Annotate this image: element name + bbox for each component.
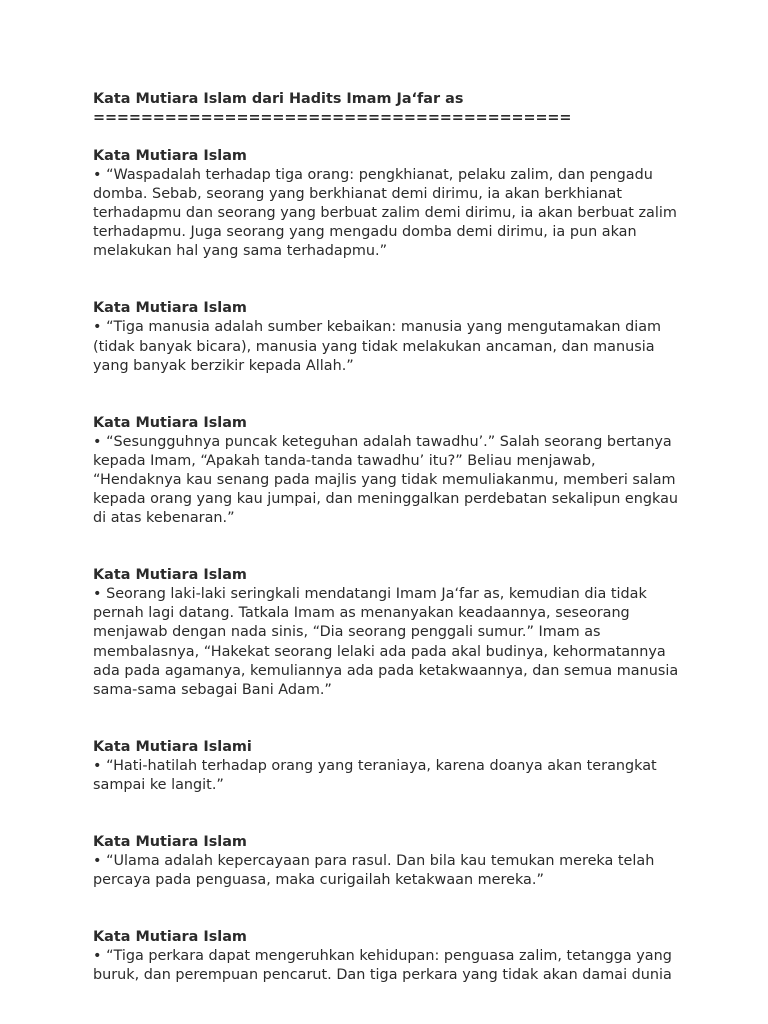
- quote-text: [93, 852, 693, 890]
- quote-line: “Hendaknya kau senang pada majlis yang tidak memuliakanmu, memberi salam: [93, 471, 676, 488]
- quote-line: • “Hati-hatilah terhadap orang yang teraniaya, karena doanya akan terangkat: [93, 757, 657, 774]
- quote-entry: [93, 414, 693, 528]
- quote-line: • “Tiga perkara dapat mengeruhkan kehidupan: penguasa zalim, tetangga yang: [93, 948, 672, 965]
- quote-line: • “Tiga manusia adalah sumber kebaikan: manusia yang mengutamakan diam: [93, 319, 662, 336]
- quote-line: di atas kebenaran.”: [93, 510, 235, 527]
- quote-entry: [93, 147, 693, 261]
- quote-heading: Kata Mutiara Islam: [93, 929, 247, 946]
- quote-text: [93, 585, 693, 700]
- quote-line: membalasnya, “Hakekat seorang lelaki ada pada akal budinya, kehormatannya: [93, 643, 666, 660]
- quote-text: [93, 757, 693, 795]
- document-title: Kata Mutiara Islam dari Hadits Imam Ja‘far as: [93, 91, 464, 107]
- quote-heading: Kata Mutiara Islam: [93, 833, 247, 850]
- quote-line: percaya pada penguasa, maka curigailah ketakwaan mereka.”: [93, 872, 544, 889]
- quote-entry: [93, 738, 693, 795]
- quote-heading: Kata Mutiara Islam: [93, 414, 247, 431]
- quote-line: terhadapmu dan seorang yang berbuat zalim demi dirimu, ia akan berbuat zalim: [93, 205, 677, 222]
- quote-line: • “Sesungguhnya puncak keteguhan adalah tawadhu’.” Salah seorang bertanya: [93, 433, 672, 450]
- quote-line: yang banyak berzikir kepada Allah.”: [93, 357, 354, 374]
- quote-line: (tidak banyak bicara), manusia yang tidak melakukan ancaman, dan manusia: [93, 338, 655, 355]
- document-page: [93, 90, 693, 985]
- quote-line: menjawab dengan nada sinis, “Dia seorang penggali sumur.” Imam as: [93, 624, 601, 641]
- quote-line: terhadapmu. Juga seorang yang mengadu domba demi dirimu, ia pun akan: [93, 224, 637, 241]
- quote-line: • “Waspadalah terhadap tiga orang: pengkhianat, pelaku zalim, dan pengadu: [93, 167, 653, 183]
- quote-heading: Kata Mutiara Islam: [93, 300, 247, 317]
- quote-heading: Kata Mutiara Islami: [93, 738, 252, 755]
- quote-entry: [93, 928, 693, 985]
- quote-line: melakukan hal yang sama terhadapmu.”: [93, 243, 388, 260]
- quote-entry: [93, 566, 693, 700]
- title-divider: ========================================: [93, 110, 572, 126]
- quote-line: • Seorang laki-laki seringkali mendatangi Imam Ja‘far as, kemudian dia tidak: [93, 586, 647, 603]
- quote-text: [93, 947, 693, 985]
- quote-text: [93, 433, 693, 528]
- quote-line: ada pada agamanya, kemuliannya ada pada ketakwaannya, dan semua manusia: [93, 662, 679, 679]
- quote-line: kepada Imam, “Apakah tanda-tanda tawadhu’ itu?” Beliau menjawab,: [93, 452, 596, 469]
- quote-line: buruk, dan perempuan pencarut. Dan tiga perkara yang tidak akan damai dunia: [93, 967, 672, 984]
- quote-entry: [93, 833, 693, 890]
- quote-line: domba. Sebab, seorang yang berkhianat demi dirimu, ia akan berkhianat: [93, 186, 622, 203]
- quote-line: sama-sama sebagai Bani Adam.”: [93, 681, 332, 698]
- quote-line: sampai ke langit.”: [93, 776, 224, 793]
- quote-line: kepada orang yang kau jumpai, dan meninggalkan perdebatan sekalipun engkau: [93, 491, 679, 508]
- quote-line: pernah lagi datang. Tatkala Imam as menanyakan keadaannya, seseorang: [93, 605, 630, 622]
- quote-entry: [93, 299, 693, 375]
- quote-text: [93, 166, 693, 261]
- quote-heading: Kata Mutiara Islam: [93, 567, 247, 584]
- quote-text: [93, 318, 693, 375]
- quote-heading: Kata Mutiara Islam: [93, 148, 247, 164]
- quote-line: • “Ulama adalah kepercayaan para rasul. Dan bila kau temukan mereka telah: [93, 852, 655, 869]
